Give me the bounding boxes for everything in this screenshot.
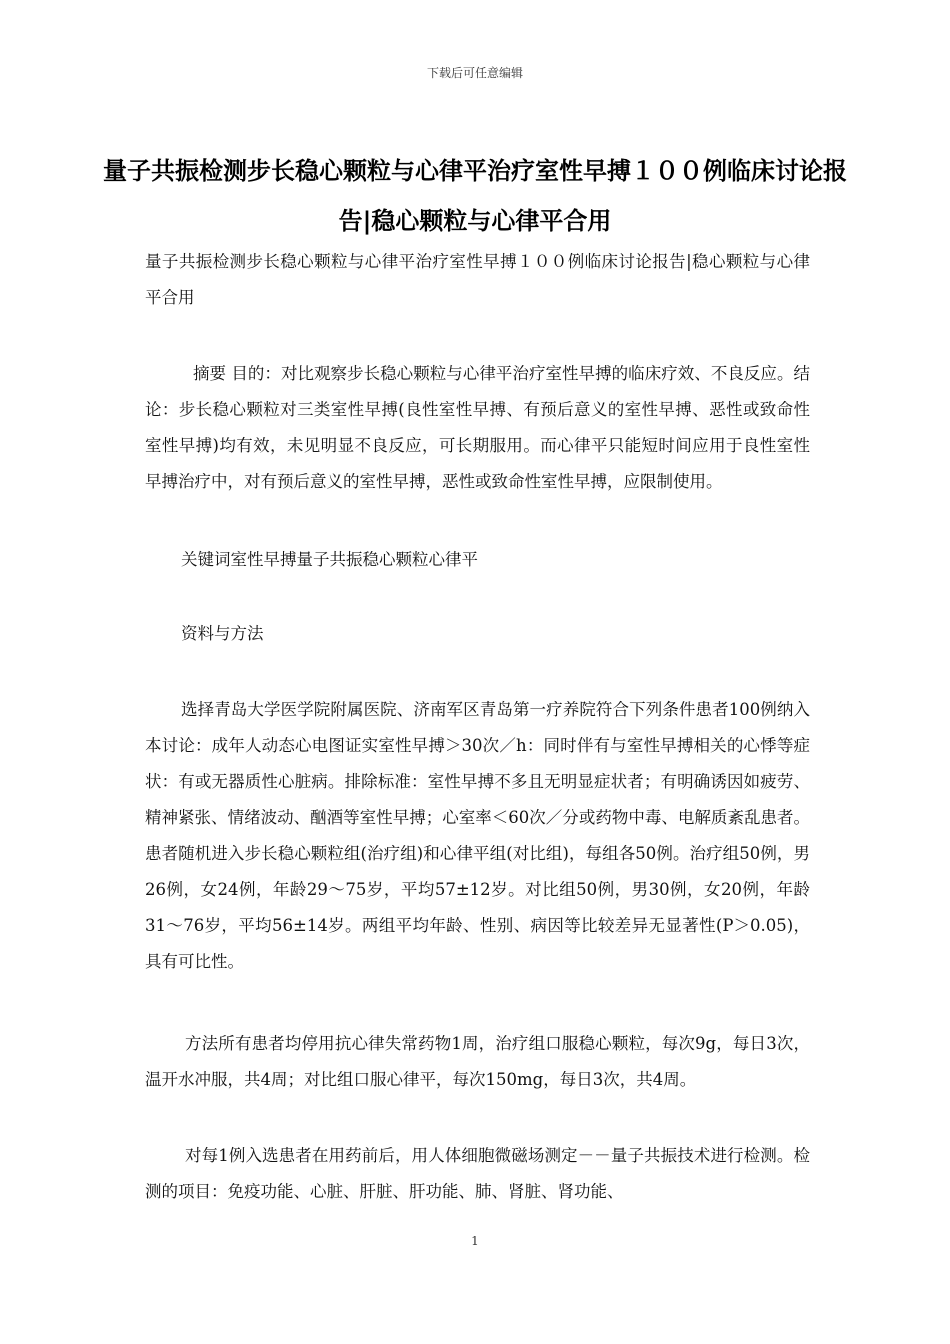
section-heading: 资料与方法 xyxy=(181,624,264,643)
document-subtitle: 量子共振检测步长稳心颗粒与心律平治疗室性早搏１００例临床讨论报告|稳心颗粒与心律平合用 xyxy=(145,252,810,307)
keywords-line: 关键词室性早搏量子共振稳心颗粒心律平 xyxy=(181,550,478,569)
body-paragraph: 选择青岛大学医学院附属医院、济南军区青岛第一疗养院符合下列条件患者100例纳入本讨论：成年人动态心电图证实室性早搏＞30次／h：同时伴有与室性早搏相关的心悸等症状：有或无器质性心脏病。排除标准：室性早搏不多且无明显症状者；有明确诱因如疲劳、精神紧张、情绪波动、酗酒等室性早搏；心室率＜60次／分或药物中毒、电解质紊乱患者。患者随机进入步长稳心颗粒组(治疗组)和心律平组(对比组)，每组各50例。治疗组50例，男26例，女24例，年龄29～75岁，平均57±12岁。对比组50例，男30例，女20例，年龄31～76岁，平均56±14岁。两组平均年龄、性别、病因等比较差异无显著性(P＞0.05)，具有可比性。 xyxy=(145,700,810,971)
abstract-paragraph: 摘要 目的：对比观察步长稳心颗粒与心律平治疗室性早搏的临床疗效、不良反应。结论：步长稳心颗粒对三类室性早搏(良性室性早搏、有预后意义的室性早搏、恶性或致命性室性早搏)均有效，未见明显不良反应，可长期服用。而心律平只能短时间应用于良性室性早搏治疗中，对有预后意义的室性早搏，恶性或致命性室性早搏，应限制使用。 xyxy=(145,364,810,491)
document-title: 量子共振检测步长稳心颗粒与心律平治疗室性早搏１００例临床讨论报告|稳心颗粒与心律平合用 xyxy=(103,157,847,235)
page-header-note: 下载后可任意编辑 xyxy=(426,66,523,80)
body-paragraph: 方法所有患者均停用抗心律失常药物1周，治疗组口服稳心颗粒，每次9g，每日3次，温开水冲服，共4周；对比组口服心律平，每次150mg，每日3次，共4周。 xyxy=(145,1034,810,1089)
page-number: 1 xyxy=(471,1234,479,1248)
body-paragraph: 对每1例入选患者在用药前后，用人体细胞微磁场测定－－量子共振技术进行检测。检测的项目：免疫功能、心脏、肝脏、肝功能、肺、肾脏、肾功能、 xyxy=(145,1146,810,1201)
